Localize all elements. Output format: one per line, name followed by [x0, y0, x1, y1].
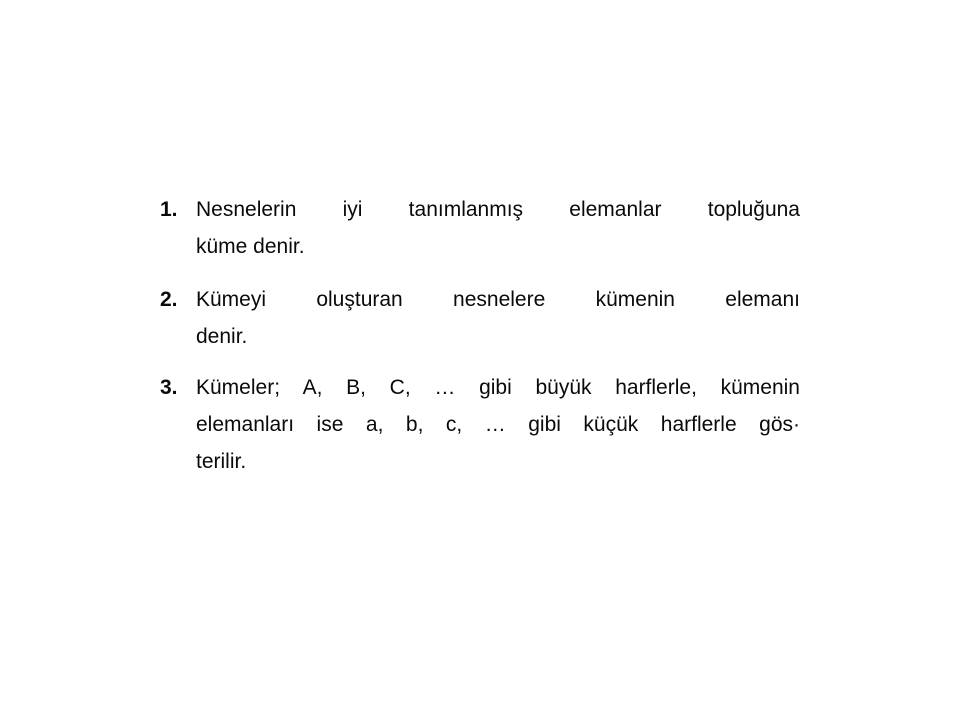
- item-text-line: denir.: [196, 325, 248, 348]
- item-number: 2.: [160, 288, 178, 311]
- item-text-line: Nesnelerin iyi tanımlanmış elemanlar topluğuna: [196, 198, 800, 221]
- item-text-line: Kümeyi oluşturan nesnelere kümenin elemanı: [196, 288, 800, 311]
- item-text-line: küme denir.: [196, 235, 305, 258]
- item-text-line: terilir.: [196, 450, 247, 473]
- item-number: 1.: [160, 198, 178, 221]
- item-text-line: Kümeler; A, B, C, … gibi büyük harflerle, kümenin: [196, 376, 800, 399]
- item-number: 3.: [160, 376, 178, 399]
- item-text-line: elemanları ise a, b, c, … gibi küçük harflerle gös·: [196, 413, 800, 436]
